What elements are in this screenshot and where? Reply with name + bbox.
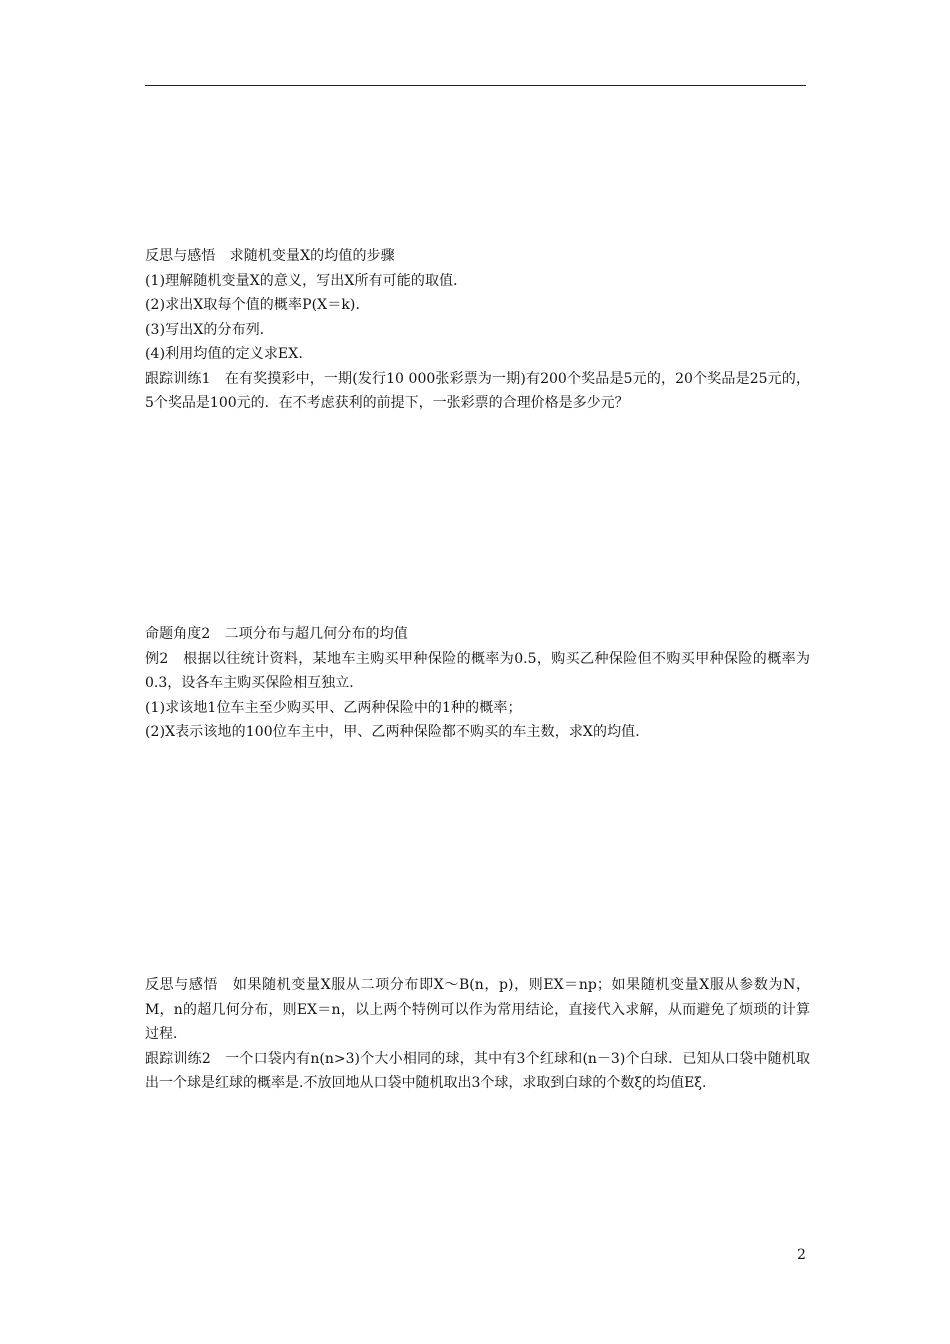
header-rule bbox=[145, 85, 806, 86]
step-2: (2)求出X取每个值的概率P(X＝k)． bbox=[145, 297, 370, 313]
section-reflection-binomial bbox=[145, 973, 810, 1096]
angle-title: 命题角度2 二项分布与超几何分布的均值 bbox=[145, 626, 408, 642]
example-2: 例2 根据以往统计资料，某地车主购买甲种保险的概率为0.5，购买乙种保险但不购买甲种保险的概率为0.3，设各车主购买保险相互独立. bbox=[145, 650, 810, 691]
training-exercise-2: 跟踪训练2 一个口袋内有n(n>3)个大小相同的球，其中有3个红球和(n－3)个白球．已知从口袋中随机取出一个球是红球的概率是.不放回地从口袋中随机取出3个球，求取到白球的个数ξ的均值Eξ. bbox=[145, 1050, 810, 1091]
reflection-title: 反思与感悟 求随机变量X的均值的步骤 bbox=[145, 248, 395, 264]
step-1: (1)理解随机变量X的意义，写出X所有可能的取值． bbox=[145, 272, 468, 289]
section-angle-2 bbox=[145, 622, 810, 745]
step-3: (3)写出X的分布列． bbox=[145, 321, 274, 338]
section-reflection-steps bbox=[145, 244, 810, 416]
reflection-binomial: 反思与感悟 如果随机变量X服从二项分布即X～B(n，p)，则EX＝np；如果随机变量X服从参数为N，M，n的超几何分布，则EX＝n，以上两个特例可以作为常用结论，直接代入求解，从而避免了烦琐的计算过程. bbox=[145, 977, 810, 1042]
training-exercise-1: 跟踪训练1 在有奖摸彩中，一期(发行10 000张彩票为一期)有200个奖品是5元的，20个奖品是25元的，5个奖品是100元的．在不考虑获利的前提下，一张彩票的合理价格是多少元？ bbox=[145, 370, 810, 411]
question-2: (2)X表示该地的100位车主中，甲、乙两种保险都不购买的车主数，求X的均值. bbox=[145, 724, 640, 740]
step-4: (4)利用均值的定义求EX. bbox=[145, 346, 303, 362]
question-1: (1)求该地1位车主至少购买甲、乙两种保险中的1种的概率； bbox=[145, 699, 522, 716]
page-number: 2 bbox=[797, 1247, 806, 1263]
